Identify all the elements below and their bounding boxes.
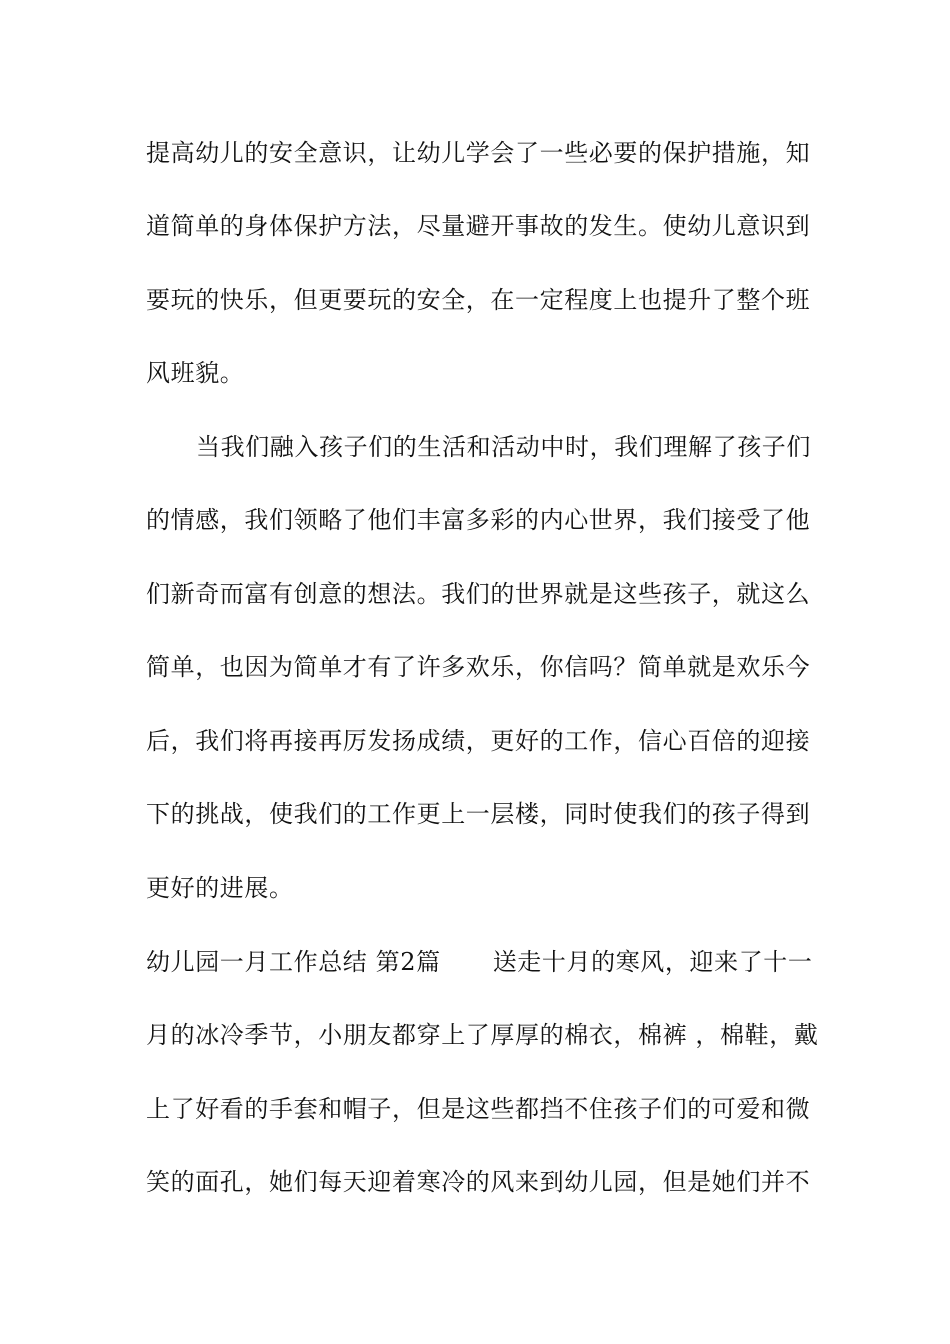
paragraph-line: 上了好看的手套和帽子，但是这些都挡不住孩子们的可爱和微 xyxy=(146,1095,811,1123)
paragraph-line: 下的挑战，使我们的工作更上一层楼，同时使我们的孩子得到 xyxy=(146,800,811,828)
section-title: 幼儿园一月工作总结 第2篇 xyxy=(146,948,441,976)
section-first-line: 送走十月的寒风，迎来了十一 xyxy=(492,948,813,976)
paragraph-line: 简单，也因为简单才有了许多欢乐，你信吗？简单就是欢乐今 xyxy=(146,653,811,681)
paragraph-line: 的情感，我们领略了他们丰富多彩的内心世界，我们接受了他 xyxy=(146,506,811,534)
paragraph-line: 道简单的身体保护方法，尽量避开事故的发生。使幼儿意识到 xyxy=(146,212,811,240)
paragraph-line: 风班貌。 xyxy=(146,359,245,387)
paragraph-line: 当我们融入孩子们的生活和活动中时，我们理解了孩子们 xyxy=(196,433,811,461)
paragraph-line: 提高幼儿的安全意识，让幼儿学会了一些必要的保护措施，知 xyxy=(146,139,811,167)
paragraph-line: 们新奇而富有创意的想法。我们的世界就是这些孩子，就这么 xyxy=(146,580,811,608)
paragraph-line: 后，我们将再接再厉发扬成绩，更好的工作，信心百倍的迎接 xyxy=(146,727,811,755)
section-heading-line xyxy=(146,947,813,977)
paragraph-line: 月的冰冷季节，小朋友都穿上了厚厚的棉衣，棉裤 ，棉鞋，戴 xyxy=(146,1021,819,1049)
paragraph-line: 更好的进展。 xyxy=(146,874,294,902)
paragraph-line: 要玩的快乐，但更要玩的安全，在一定程度上也提升了整个班 xyxy=(146,286,811,314)
paragraph-line: 笑的面孔，她们每天迎着寒冷的风来到幼儿园，但是她们并不 xyxy=(146,1168,811,1196)
